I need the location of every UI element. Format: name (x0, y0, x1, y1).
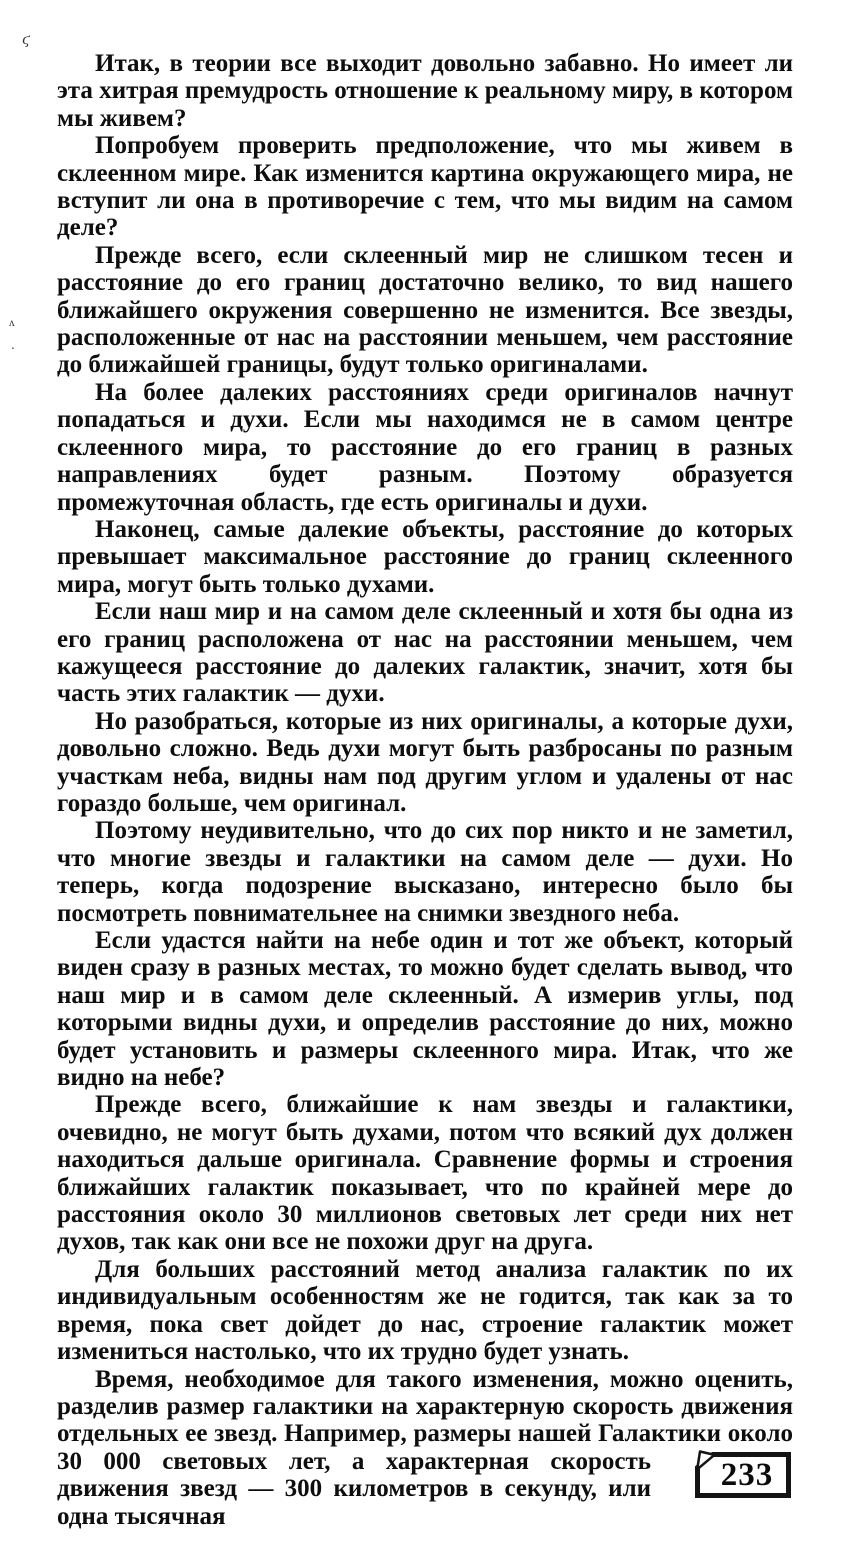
page-number: 233 (720, 1457, 774, 1494)
text-column (57, 50, 793, 1530)
scan-artifact: ʌ (9, 318, 15, 329)
paragraph-text: 30 000 световых лет, а характерная скорость движения звезд — 300 километров в секунду, или одна тысячная (57, 1447, 651, 1530)
paragraph: На более далеких расстояниях среди оригиналов начнут попадаться и духи. Если мы находимся не в самом центре склеенного мира, то расстояние до его границ в разных направлениях будет разным. Поэтому образуется промежуточная область, где есть оригиналы и духи. (57, 378, 793, 516)
scan-artifact: ϛ (22, 32, 30, 48)
paragraph: Но разобраться, которые из них оригиналы, а которые духи, довольно сложно. Ведь духи могут быть разбросаны по разным участкам неба, видны нам под другим углом и удалены от нас гораздо больше, чем оригинал. (57, 707, 793, 817)
paragraph: Поэтому неудивительно, что до сих пор никто и не заметил, что многие звезды и галактики на самом деле — духи. Но теперь, когда подозрение высказано, интересно было бы посмотреть повнимательнее на снимки звездного неба. (57, 817, 793, 927)
paragraph: Итак, в теории все выходит довольно забавно. Но имеет ли эта хитрая премудрость отношение к реальному миру, в котором мы живем? (57, 50, 793, 132)
paragraph: Прежде всего, ближайшие к нам звезды и галактики, очевидно, не могут быть духами, потом что всякий дух должен находиться дальше оригинала. Сравнение формы и строения ближайших галактик показывает, что по крайней мере до расстояния около 30 миллионов световых лет среди них нет духов, так как они все не похожи друг на друга. (57, 1091, 793, 1256)
paragraph (57, 1366, 793, 1530)
page-number-box (693, 1450, 793, 1500)
paragraph-text: Время, необходимое для такого изменения, можно оценить, разделив размер галактики на характерную скорость движения отдельных ее звезд. Например, размеры нашей Галактики около (57, 1365, 793, 1448)
paragraph: Если наш мир и на самом деле склеенный и хотя бы одна из его границ расположена от нас на расстоянии меньшем, чем кажущееся расстояние до далеких галактик, значит, хотя бы часть этих галактик — духи. (57, 598, 793, 708)
scan-artifact: . (11, 338, 15, 352)
paragraph: Наконец, самые далекие объекты, расстояние до которых превышает максимальное расстояние до границ склеенного мира, могут быть только духами. (57, 515, 793, 598)
paragraph: Для больших расстояний метод анализа галактик по их индивидуальным особенностям же не годится, так как за то время, пока свет дойдет до нас, строение галактик может измениться настолько, что их трудно будет узнать. (57, 1255, 793, 1366)
paragraph: Попробуем проверить предположение, что мы живем в склеенном мире. Как изменится картина окружающего мира, не вступит ли она в противоречие с тем, что мы видим на самом деле? (57, 132, 793, 242)
paragraph: Прежде всего, если склеенный мир не слишком тесен и расстояние до его границ достаточно велико, то вид нашего ближайшего окружения совершенно не изменится. Все звезды, расположенные от нас на расстоянии меньшем, чем расстояние до ближайшей границы, будут только оригиналами. (57, 241, 793, 379)
paragraph: Если удастся найти на небе один и тот же объект, который виден сразу в разных местах, то можно будет сделать вывод, что наш мир и в самом деле склеенный. А измерив углы, под которыми видны духи, и определив расстояние до них, можно будет установить и размеры склеенного мира. Итак, что же видно на небе? (57, 927, 793, 1092)
